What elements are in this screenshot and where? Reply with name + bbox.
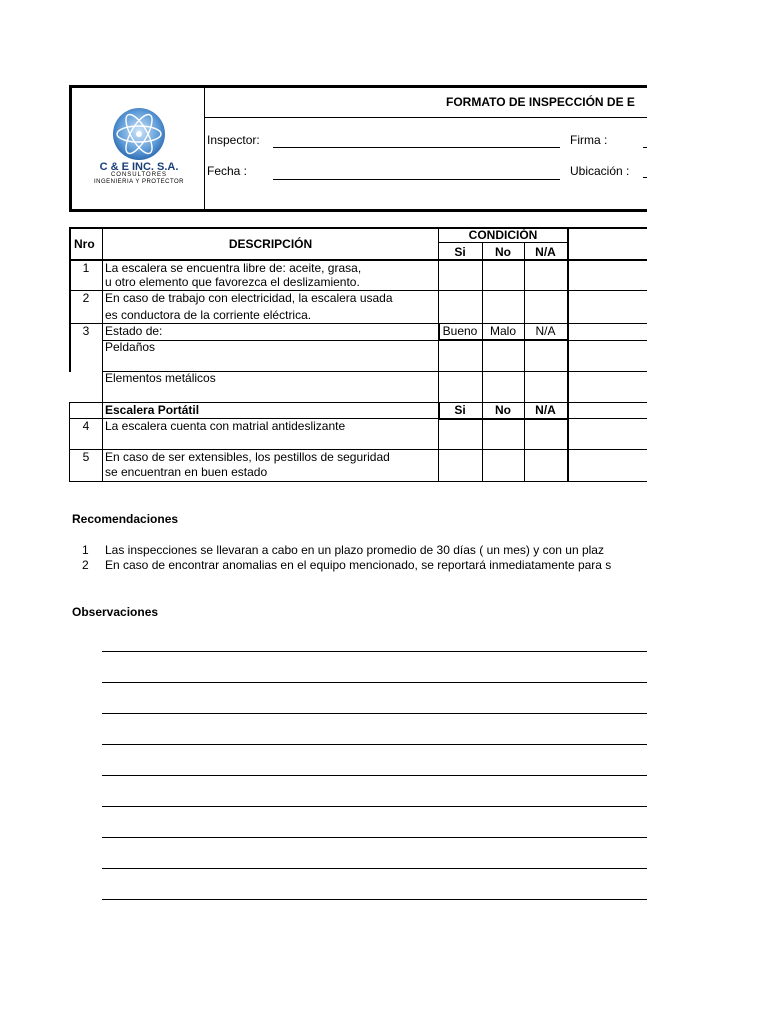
section-si: Si bbox=[454, 403, 466, 417]
recomendacion-2-text: En caso de encontrar anomalias en el equipo mencionado, se reportará inmediatamente para s bbox=[105, 558, 612, 572]
row-5-desc-line2: se encuentran en buen estado bbox=[105, 465, 268, 479]
row-1-nro: 1 bbox=[82, 261, 90, 275]
row-5-desc-line1: En caso de ser extensibles, los pestillos de seguridad bbox=[105, 450, 390, 464]
row-3-bueno: Bueno bbox=[442, 324, 478, 338]
row-2-desc-line2: es conductora de la corriente eléctrica. bbox=[105, 308, 312, 322]
row-3-desc: Estado de: bbox=[105, 324, 163, 338]
company-subtitle-1: CONSULTORES bbox=[110, 172, 168, 178]
fecha-field[interactable] bbox=[273, 179, 560, 180]
col-si: Si bbox=[454, 245, 466, 259]
row-2-desc-line1: En caso de trabajo con electricidad, la escalera usada bbox=[105, 291, 393, 305]
row-5-nro: 5 bbox=[82, 450, 90, 464]
row-3-nro: 3 bbox=[82, 324, 90, 338]
form-title: FORMATO DE INSPECCIÓN DE E bbox=[446, 95, 635, 109]
observation-line[interactable] bbox=[102, 899, 647, 900]
observaciones-title: Observaciones bbox=[72, 605, 159, 619]
col-no: No bbox=[495, 245, 511, 259]
section-escalera-portatil: Escalera Portátil bbox=[105, 403, 200, 417]
row-1-desc-line2: u otro elemento que favorezca el deslizamiento. bbox=[105, 275, 360, 289]
col-nro: Nro bbox=[74, 237, 95, 251]
observation-line[interactable] bbox=[102, 713, 647, 714]
observation-line[interactable] bbox=[102, 651, 647, 652]
company-subtitle-2: INGENIERIA Y PROTECTOR bbox=[93, 179, 185, 185]
col-condicion: CONDICIÓN bbox=[468, 228, 538, 242]
row-peldanos: Peldaños bbox=[105, 340, 156, 354]
company-name: C & E INC. S.A. bbox=[99, 161, 179, 173]
row-4-nro: 4 bbox=[82, 419, 90, 433]
observation-line[interactable] bbox=[102, 775, 647, 776]
firma-field[interactable] bbox=[643, 147, 647, 148]
recomendaciones-title: Recomendaciones bbox=[72, 512, 179, 526]
inspector-field[interactable] bbox=[273, 147, 560, 148]
section-no: No bbox=[495, 403, 511, 417]
row-3-malo: Malo bbox=[489, 324, 516, 338]
observation-line[interactable] bbox=[102, 744, 647, 745]
fecha-label: Fecha : bbox=[207, 164, 248, 178]
recomendacion-1-text: Las inspecciones se llevaran a cabo en un plazo promedio de 30 días ( un mes) y con un plaz bbox=[105, 543, 604, 557]
recomendacion-1-num: 1 bbox=[82, 543, 89, 557]
col-descripcion: DESCRIPCIÓN bbox=[228, 237, 313, 251]
recomendacion-2-num: 2 bbox=[82, 558, 89, 572]
row-2-nro: 2 bbox=[82, 291, 90, 305]
observation-line[interactable] bbox=[102, 682, 647, 683]
row-4-desc: La escalera cuenta con matrial antideslizante bbox=[105, 419, 346, 433]
inspector-label: Inspector: bbox=[207, 133, 260, 147]
col-na: N/A bbox=[535, 245, 556, 259]
section-na: N/A bbox=[535, 403, 556, 417]
observation-line[interactable] bbox=[102, 837, 647, 838]
row-3-na: N/A bbox=[535, 324, 556, 338]
observation-line[interactable] bbox=[102, 868, 647, 869]
ubicacion-field[interactable] bbox=[643, 177, 647, 178]
row-elementos-metalicos: Elementos metálicos bbox=[105, 371, 216, 385]
observation-line[interactable] bbox=[102, 806, 647, 807]
firma-label: Firma : bbox=[570, 133, 608, 147]
row-1-desc-line1: La escalera se encuentra libre de: aceite, grasa, bbox=[105, 261, 362, 275]
ubicacion-label: Ubicación : bbox=[570, 164, 630, 178]
